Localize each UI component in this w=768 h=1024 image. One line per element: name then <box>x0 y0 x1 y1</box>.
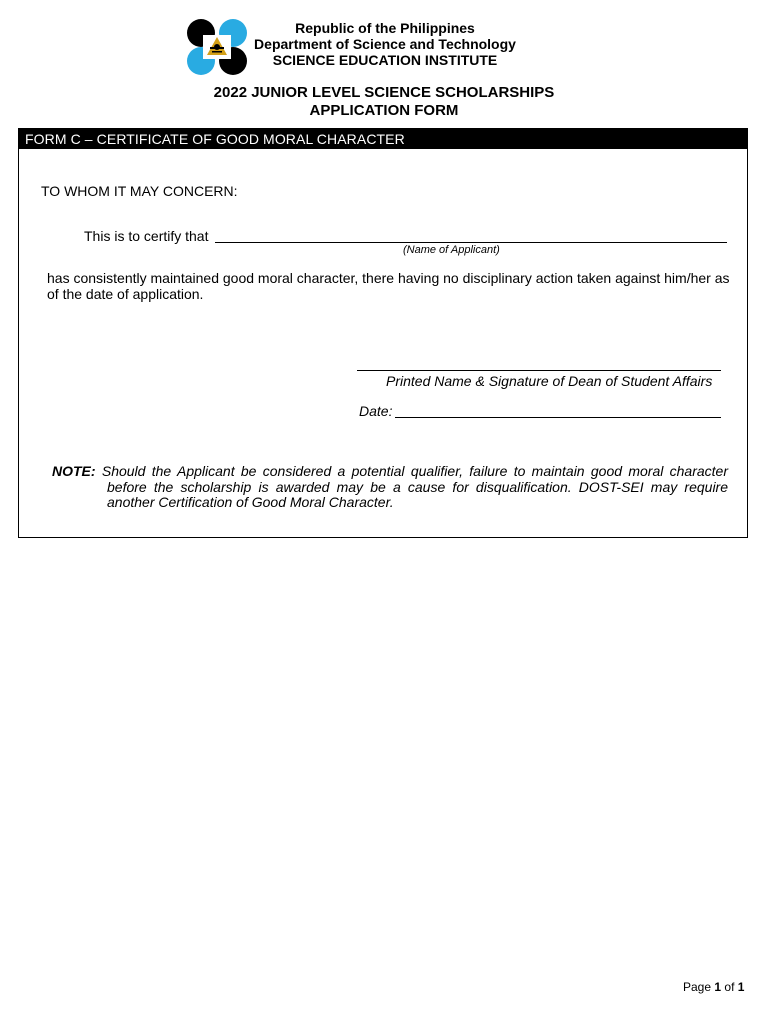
note-paragraph <box>52 464 728 511</box>
note-text: Should the Applicant be considered a potential qualifier, failure to maintain good moral character before the scholarship is awarded may be a cause for disqualification. DOST-SEI may require another Certification of Good Moral Character. <box>101 463 728 510</box>
of-word: of <box>724 980 735 994</box>
salutation: TO WHOM IT MAY CONCERN: <box>41 183 238 199</box>
page-total: 1 <box>737 980 745 994</box>
form-heading: FORM C – CERTIFICATE OF GOOD MORAL CHARACTER <box>19 129 747 149</box>
page-word: Page <box>683 980 712 994</box>
signature-line[interactable] <box>357 370 721 371</box>
applicant-name-caption: (Name of Applicant) <box>403 244 500 256</box>
certificate-form <box>18 128 748 538</box>
note-label: NOTE: <box>52 463 96 479</box>
signature-caption: Printed Name & Signature of Dean of Student Affairs <box>386 373 713 389</box>
form-subtitle: APPLICATION FORM <box>309 102 459 119</box>
certify-text: This is to certify that <box>84 228 209 244</box>
page-indicator <box>683 980 744 994</box>
date-label: Date: <box>359 403 393 419</box>
header-republic: Republic of the Philippines <box>295 20 475 36</box>
header-department: Department of Science and Technology <box>254 36 516 52</box>
header-institute: SCIENCE EDUCATION INSTITUTE <box>272 52 498 68</box>
date-line[interactable] <box>395 417 721 418</box>
form-title: 2022 JUNIOR LEVEL SCIENCE SCHOLARSHIPS <box>213 84 555 101</box>
certificate-body: has consistently maintained good moral character, there having no disciplinary action taken against him/her as of the date of application. <box>47 270 730 302</box>
page-current: 1 <box>714 980 722 994</box>
applicant-name-line[interactable] <box>215 242 727 243</box>
